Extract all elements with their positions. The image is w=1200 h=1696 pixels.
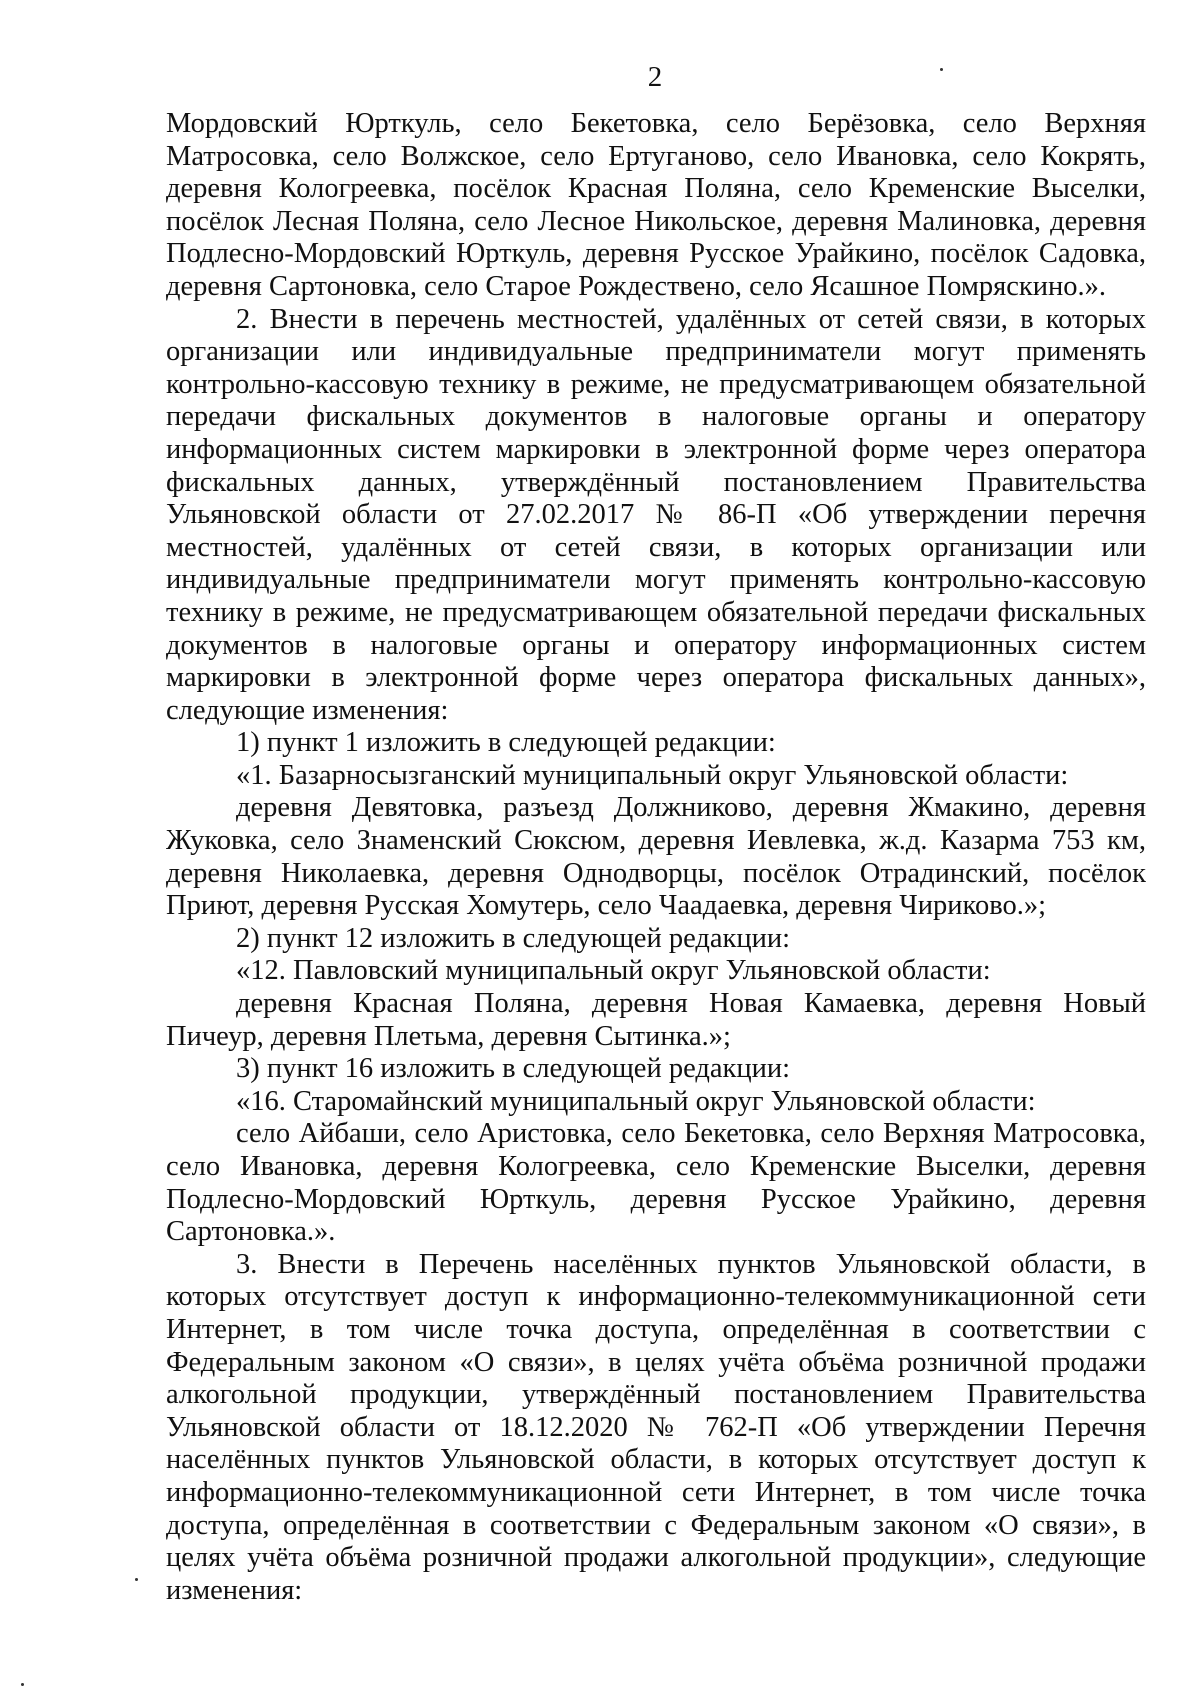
district-pavlovsky-title: «12. Павловский муниципальный округ Ульяновской области: <box>236 955 991 987</box>
district-pavlovsky-list: деревня Красная Поляна, деревня Новая Камаевка, деревня Новый Пичеур, деревня Плетьма, деревня Сытинка.»; <box>166 988 1146 1052</box>
district-staromainsky-title: «16. Старомайнский муниципальный округ Ульяновской области: <box>236 1085 1036 1117</box>
page-number: 2 <box>647 61 663 93</box>
scan-speck-bottom <box>21 1683 24 1686</box>
district-bazarnosyzgansky-title: «1. Базарносызганский муниципальный округ Ульяновской области: <box>236 759 1069 791</box>
document-body <box>166 108 1146 1607</box>
district-staromainsky-list: село Айбаши, село Аристовка, село Бекетовка, село Верхняя Матросовка, село Ивановка, деревня Кологреевка, село Кременские Выселки, деревня Подлесно-Мордовский Юрткуль, деревня Русское Урайкино, деревня Сартоновка.». <box>166 1118 1146 1248</box>
paragraph-item-2: 2. Внести в перечень местностей, удалённых от сетей связи, в которых организации или индивидуальные предприниматели могут применять контрольно-кассовую технику в режиме, не предусматривающем обязательной передачи фискальных документов в налоговые органы и оператору информационных систем маркировки в электронной форме через оператора фискальных данных, утверждённый постановлением Правительства Ульяновской области от 27.02.2017 № 86-П «Об утверждении перечня местностей, удалённых от сетей связи, в которых организации или индивидуальные предприниматели могут применять контрольно-кассовую технику в режиме, не предусматривающем обязательной передачи фискальных документов в налоговые органы и оператору информационных систем маркировки в электронной форме через оператора фискальных данных», следующие изменения: <box>166 303 1146 726</box>
district-bazarnosyzgansky-list: деревня Девятовка, разъезд Должниково, деревня Жмакино, деревня Жуковка, село Знаменский Сюксюм, деревня Иевлевка, ж.д. Казарма 753 км, деревня Николаевка, деревня Однодворцы, посёлок Отрадинский, посёлок Приют, деревня Русская Хомутерь, село Чаадаевка, деревня Чириково.»; <box>166 792 1146 922</box>
scan-speck-left <box>135 1578 138 1581</box>
scan-speck-top <box>940 68 943 71</box>
subitem-1-heading: 1) пункт 1 изложить в следующей редакции: <box>236 727 776 759</box>
subitem-2-heading: 2) пункт 12 изложить в следующей редакции: <box>236 922 791 954</box>
subitem-3-heading: 3) пункт 16 изложить в следующей редакции: <box>236 1053 791 1085</box>
paragraph-item-3: 3. Внести в Перечень населённых пунктов Ульяновской области, в которых отсутствует доступ к информационно-телекоммуникационной сети Интернет, в том числе точка доступа, определённая в соответствии с Федеральным законом «О связи», в целях учёта объёма розничной продажи алкогольной продукции, утверждённый постановлением Правительства Ульяновской области от 18.12.2020 № 762-П «Об утверждении Перечня населённых пунктов Ульяновской области, в которых отсутствует доступ к информационно-телекоммуникационной сети Интернет, в том числе точка доступа, определённая в соответствии с Федеральным законом «О связи», в целях учёта объёма розничной продажи алкогольной продукции», следующие изменения: <box>166 1248 1146 1606</box>
paragraph-continuation: Мордовский Юрткуль, село Бекетовка, село Берёзовка, село Верхняя Матросовка, село Волжское, село Ертуганово, село Ивановка, село Кокрять, деревня Кологреевка, посёлок Красная Поляна, село Кременские Выселки, посёлок Лесная Поляна, село Лесное Никольское, деревня Малиновка, деревня Подлесно-Мордовский Юрткуль, деревня Русское Урайкино, посёлок Садовка, деревня Сартоновка, село Старое Рождествено, село Ясашное Помряскино.». <box>166 108 1146 302</box>
